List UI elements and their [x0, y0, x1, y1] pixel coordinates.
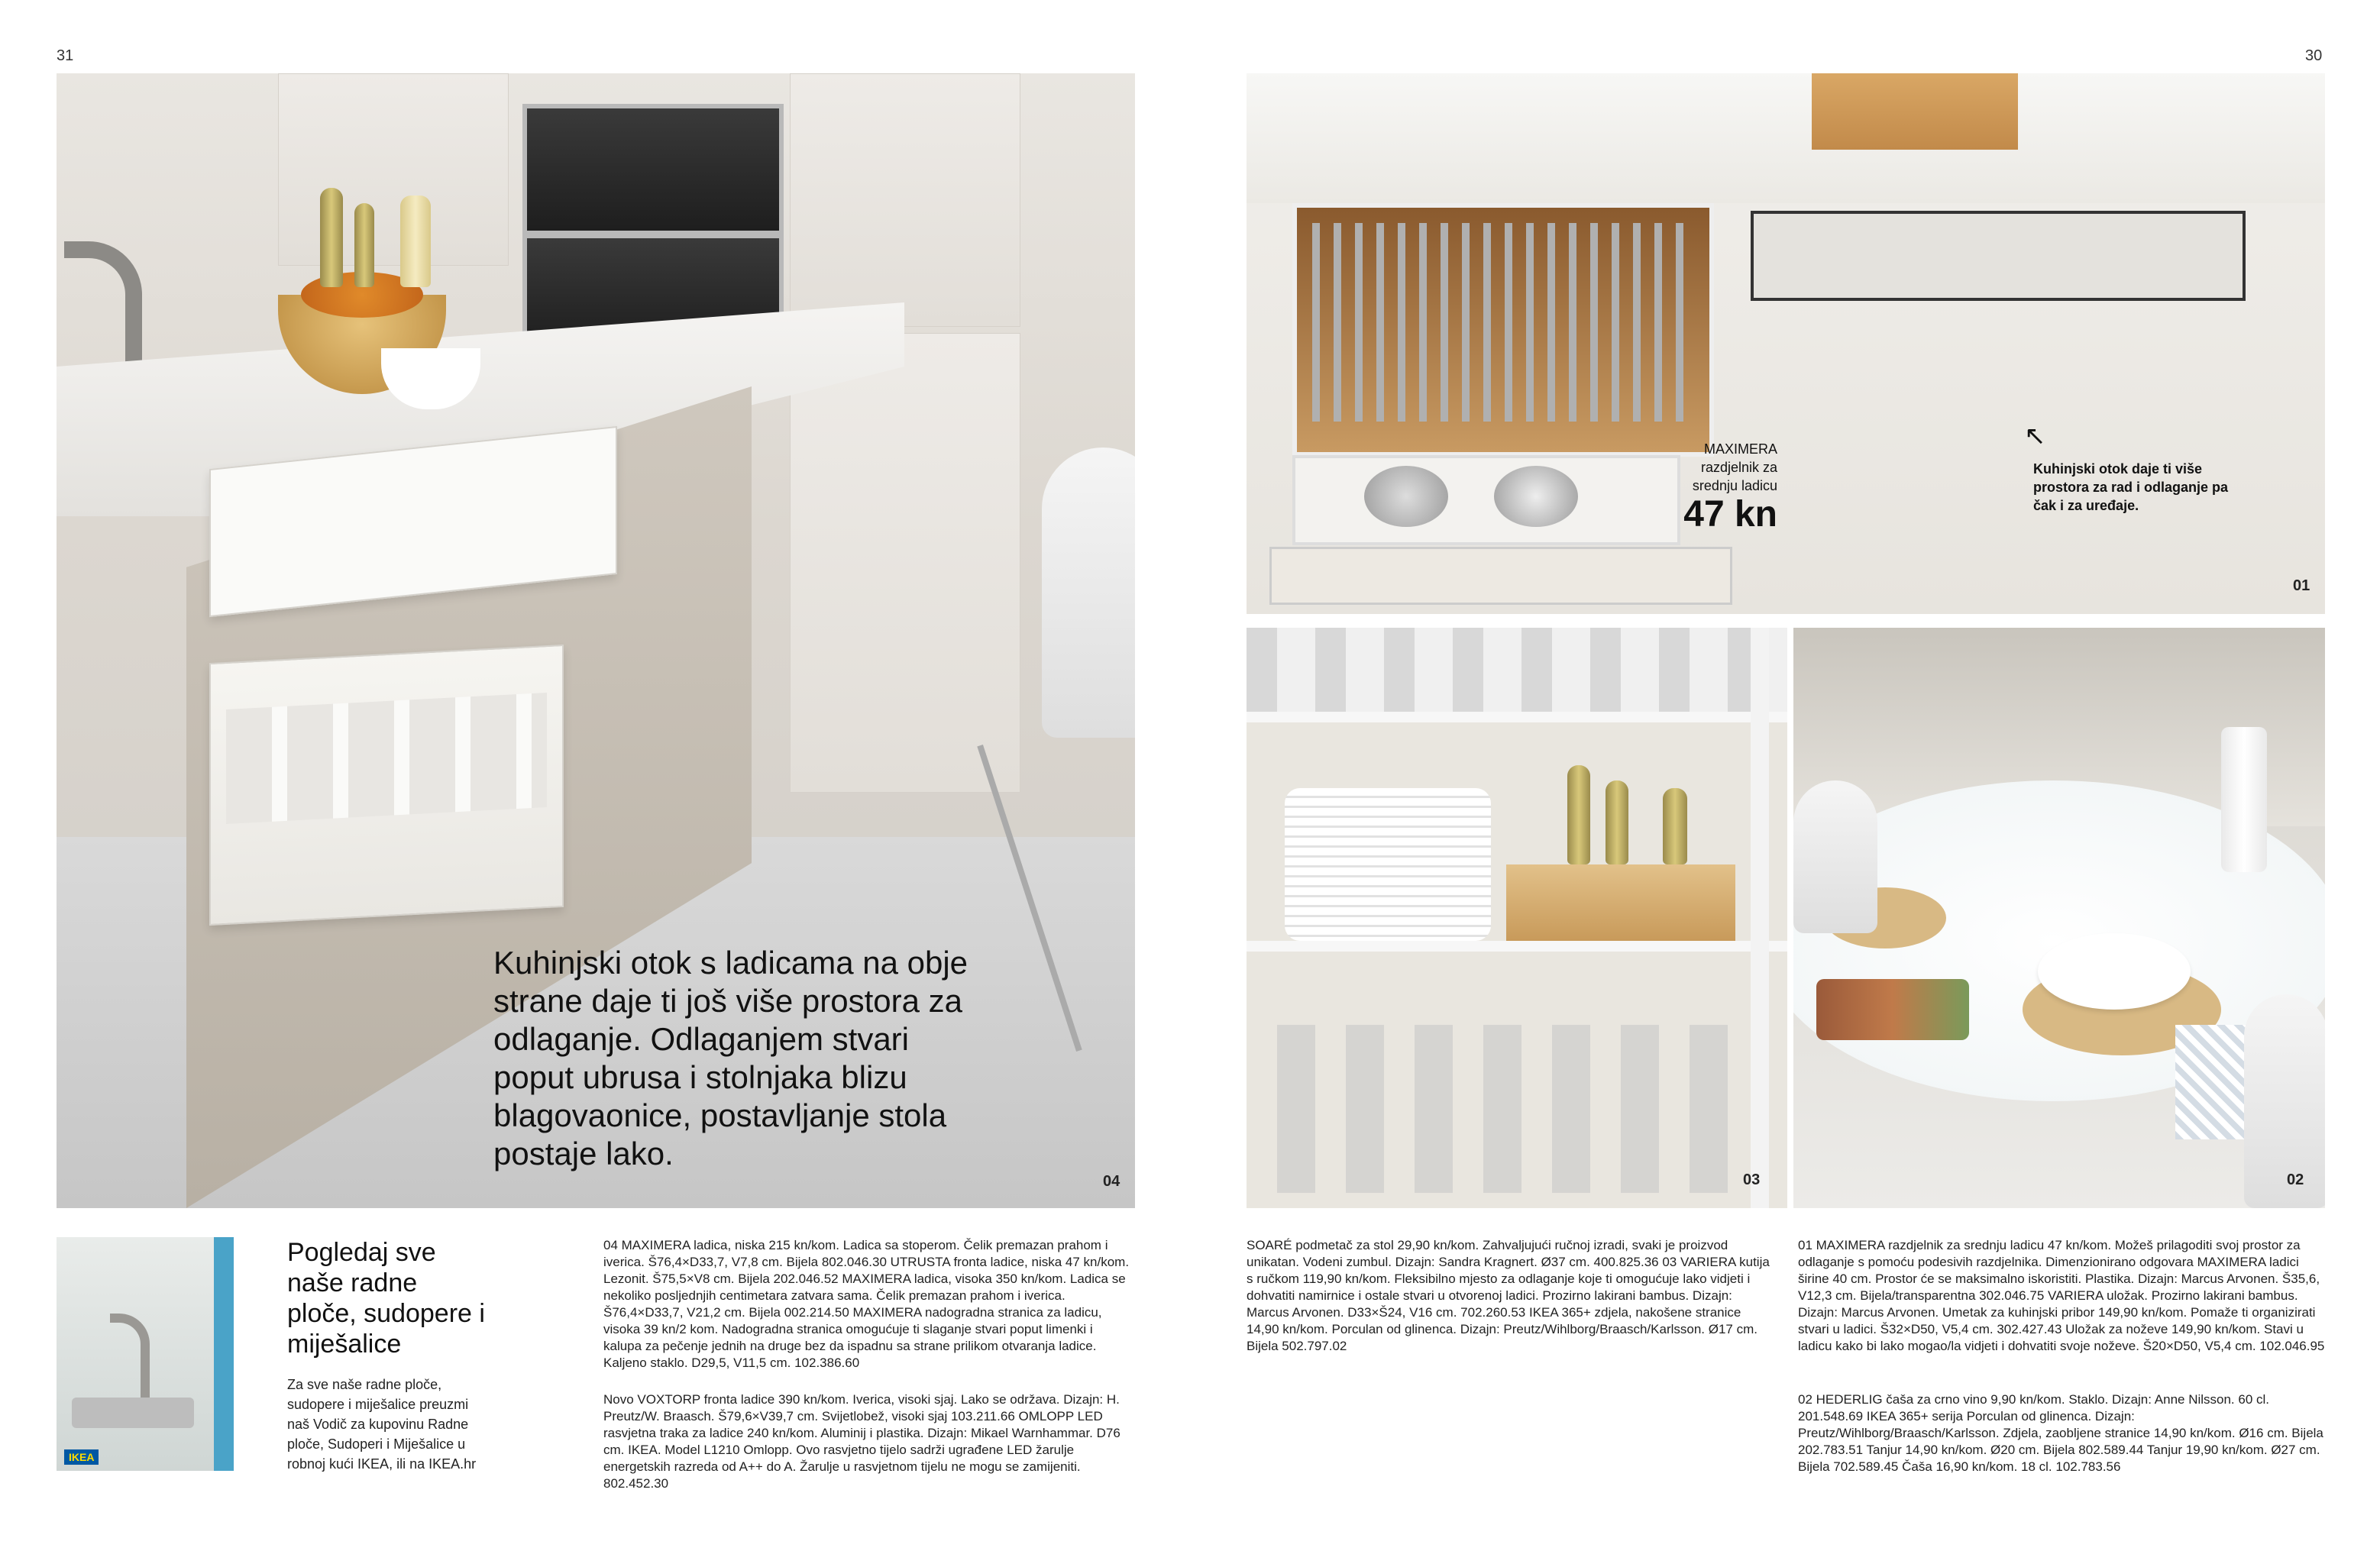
- shelf-upright: [1751, 628, 1769, 1208]
- left-body-text-04: 04 MAXIMERA ladica, niska 215 kn/kom. Ladica sa stoperom. Čelik premazan prahom i iverica. Š76,4×D33,7, V7,8 cm. Bijela 802.046.30 UTRUSTA fronta ladice, niska 47 kn/kom. Lezonit. Š75,5×V8 cm. Bijela 202.046.52 MAXIMERA ladica, visoka 350 kn/kom. Ladica se nekoliko posljednjih centimetara zatvara sama. Čelik premazan prahom i iverica. Š76,4×D33,7, V21,2 cm. Bijela 002.214.50 MAXIMERA nadogradna stranica za ladicu, visoka 39 kn/2 kom. Nadogradna stranica omogućuje ti slaganje stvari poput limenki i kalupa za pečenje jednih na druge bez da ispadnu sa strane prilikom otvaranja ladice. Kaljeno staklo. D29,5, V11,5 cm. 102.386.60: [603, 1238, 1130, 1370]
- price-label: MAXIMERA razdjelnik za srednju ladicu: [1692, 441, 1777, 493]
- arrow-icon: ↖: [2024, 422, 2046, 451]
- shelf-2: [1247, 941, 1787, 952]
- pan-1: [1364, 466, 1448, 527]
- bottom-drawer: [1269, 547, 1732, 605]
- photo-01-number: 01: [2293, 577, 2310, 594]
- sink-faucet: [110, 1314, 150, 1407]
- shelf-1: [1247, 712, 1787, 722]
- photo-03-shelving: [1247, 628, 1787, 1208]
- photo-01-caption: Kuhinjski otok daje ti više prostora za rad i odlaganje pa čak i za uređaje.: [2033, 461, 2229, 513]
- plate-stack: [1285, 788, 1491, 941]
- wall-cabinet: [278, 73, 509, 266]
- promo-thumbnail: [57, 1237, 234, 1471]
- glasses-top-shelf: [1247, 628, 1787, 712]
- dishwasher-panel: [1751, 211, 2246, 301]
- glass-jar: [400, 196, 431, 287]
- countertop: [1247, 73, 2325, 203]
- promo-body: Za sve naše radne ploče, sudopere i miješalice preuzmi naš Vodič za kupovinu Radne ploče, Sudoperi i Miješalice u robnoj kući IKEA, ili na IKEA.hr: [287, 1377, 477, 1472]
- photo-03-number: 03: [1743, 1171, 1761, 1188]
- bamboo-box: [1506, 864, 1735, 941]
- utensil-drawer: [1292, 203, 1714, 457]
- right-body-text-02: 02 HEDERLIG čaša za crno vino 9,90 kn/kom. Staklo. Dizajn: Anne Nilsson. 60 cl. 201.548.69 IKEA 365+ serija Porculan od glinenca. Dizajn: Preutz/Wihlborg/Braasch/Karlsson. Zdjela, zaobljene stranice 14,90 kn/kom. Ø16 cm. Bijela 202.783.51 Tanjur 14,90 kn/kom. Ø20 cm. Bijela 802.589.44 Tanjur 19,90 kn/kom. Ø27 cm. Bijela 702.589.45 Čaša 16,90 kn/kom. 18 cl. 102.783.56: [1798, 1392, 2323, 1474]
- lower-drawer: [209, 645, 564, 926]
- photo-02-dining-table: [1793, 628, 2325, 1208]
- wall-cabinet-right: [790, 73, 1020, 327]
- left-body-text-04b: Novo VOXTORP fronta ladice 390 kn/kom. Iverica, visoki sjaj. Lako se održava. Dizajn: H. Preutz/W. Braasch. Š79,6×V39,7 cm. Svijetlobež, visoki sjaj 103.211.66 OMLOPP LED rasvjetna traka za ladice 240 kn/kom. Aluminij i plastika. Dizajn: Mikael Warnhammar. D76 cm. IKEA. Model L1210 Omlopp. Ovo rasvjetno tijelo sadrži ugrađene LED žarulje energetskih razreda od A++ do A. Žarulje u rasvjetnom tijelu ne mogu se zamijeniti. 802.452.30: [603, 1392, 1120, 1491]
- price-tag: [1663, 440, 1777, 535]
- price-value: 47 kn: [1683, 494, 1777, 535]
- hero-image-number: 04: [1103, 1173, 1120, 1190]
- promo-blue-stripe: [214, 1237, 234, 1471]
- oil-bottle: [320, 188, 343, 287]
- knives-utensils: [1312, 223, 1694, 422]
- pans-drawer: [1292, 455, 1680, 545]
- ikea-logo: IKEA: [64, 1449, 99, 1465]
- left-page-number: 31: [57, 47, 74, 64]
- bowl-on-table: [2038, 933, 2191, 1010]
- photo-02-number: 02: [2287, 1171, 2304, 1188]
- chair-right: [2244, 994, 2325, 1208]
- folded-napkins: [226, 693, 547, 824]
- bruschetta-plate: [1816, 979, 1969, 1040]
- bottle-2: [1606, 780, 1628, 864]
- pan-2: [1494, 466, 1578, 527]
- promo-title: Pogledaj sve naše radne ploče, sudopere i miješalice: [287, 1238, 485, 1359]
- bottle-1: [1567, 765, 1590, 864]
- wine-glasses: [1277, 1025, 1735, 1193]
- right-body-text-01: 01 MAXIMERA razdjelnik za srednju ladicu 47 kn/kom. Možeš prilagoditi svoj prostor za odlaganje s pomoću podesivih razdjelnika. Dimenzionirano odgovara MAXIMERA ladici širine 40 cm. Prostor će se maksimalno iskoristiti. Plastika. Dizajn: Marcus Arvonen. Š35,6, V12,3 cm. Bijela/transparentna 302.046.75 VARIERA uložak. Prozirno lakirani bambus. Dizajn: Marcus Arvonen. Umetak za kuhinjski pribor 149,90 kn/kom. Pomaže ti organizirati stvari u ladici. Š32×D50, V5,4 cm. 302.427.43 Uložak za noževe 149,90 kn/kom. Stavi u ladicu kako bi lako mogao/la vidjeti i dohvatiti svoje noževe. Š20×D50, V5,4 cm. 102.046.95: [1798, 1238, 2325, 1353]
- right-body-text-col2: SOARÉ podmetač za stol 29,90 kn/kom. Zahvaljujući ručnoj izradi, svaki je proizvod unikatan. Vodeni zumbul. Dizajn: Sandra Kragnert. Ø37 cm. 400.825.36 03 VARIERA kutija s ručkom 119,90 kn/kom. Fleksibilno mjesto za odlaganje koje ti omogućuje lako vidjeti i dohvatiti namirnice i ostale stvari u otvorenoj ladici. Prozirno lakirani bambus. Dizajn: Marcus Arvonen. D33×Š24, V16 cm. 702.260.53 IKEA 365+ zdjela, nakošene stranice 14,90 kn/kom. Porculan od glinenca. Dizajn: Preutz/Wihlborg/Braasch/Karlsson. Ø17 cm. Bijela 502.797.02: [1247, 1238, 1770, 1353]
- bottle-3: [1663, 788, 1687, 864]
- oven-top: [522, 104, 784, 235]
- right-page-number: 30: [2305, 47, 2323, 64]
- vinegar-bottle: [354, 203, 374, 287]
- sink-basin: [72, 1398, 194, 1428]
- white-chair: [1042, 448, 1135, 738]
- hero-caption: Kuhinjski otok s ladicama na obje strane daje ti još više prostora za odlaganje. Odlaganjem stvari poput ubrusa i stolnjaka blizu blagovaonice, postavljanje stola postaje lako.: [493, 945, 968, 1171]
- chair-left: [1793, 780, 1877, 933]
- cutting-board: [1812, 73, 2018, 150]
- tall-cabinet: [790, 333, 1020, 793]
- photo-01-island-drawers: [1247, 73, 2325, 614]
- hero-kitchen-photo: [57, 73, 1135, 1208]
- water-carafe: [2221, 727, 2267, 872]
